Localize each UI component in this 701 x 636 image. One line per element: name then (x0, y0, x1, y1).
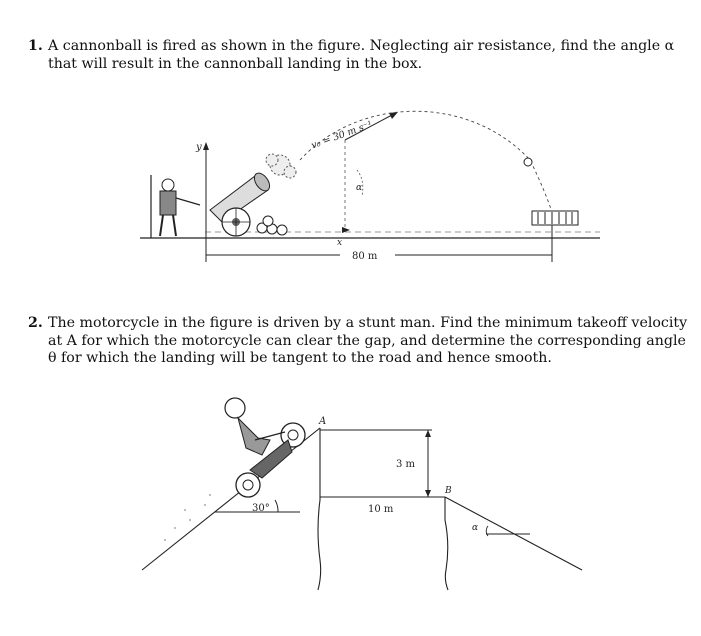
gap-label: 10 m (368, 504, 394, 515)
point-b-label: B (445, 486, 452, 496)
height-arrow-top (425, 430, 431, 437)
problem-number: 1. (28, 38, 43, 54)
problem-text: The motorcycle in the figure is driven by a stunt man. Find the minimum takeoff velocity at A for which the motorcycle can clear the gap, and determine the corresponding angle θ for which the landing will be tangent to the road and hence smooth. (48, 315, 688, 366)
takeoff-ramp (142, 428, 320, 570)
landing-road (445, 497, 582, 570)
alpha-label: α (472, 523, 479, 533)
problem-text: A cannonball is fired as shown in the figure. Neglecting air resistance, find the angle α that will result in the cannonball landing in the box. (48, 38, 675, 72)
ramp-angle-label: 30° (252, 503, 270, 514)
y-axis-label: y (196, 142, 202, 153)
problem-number: 2. (28, 315, 43, 331)
distance-label: 80 m (352, 251, 378, 262)
right-cliff (445, 497, 448, 590)
height-label: 3 m (396, 459, 416, 470)
point-a-label: A (319, 416, 327, 427)
motorcycle-illustration (225, 398, 305, 497)
alpha-label: α (356, 183, 363, 193)
height-arrow-bottom (425, 490, 431, 497)
velocity-label: v₀ = 30 m s⁻¹ (309, 119, 374, 152)
left-cliff (318, 428, 321, 590)
alpha-arc (486, 526, 488, 536)
x-axis-label: x (337, 238, 343, 248)
ramp-angle-arc (275, 500, 278, 512)
